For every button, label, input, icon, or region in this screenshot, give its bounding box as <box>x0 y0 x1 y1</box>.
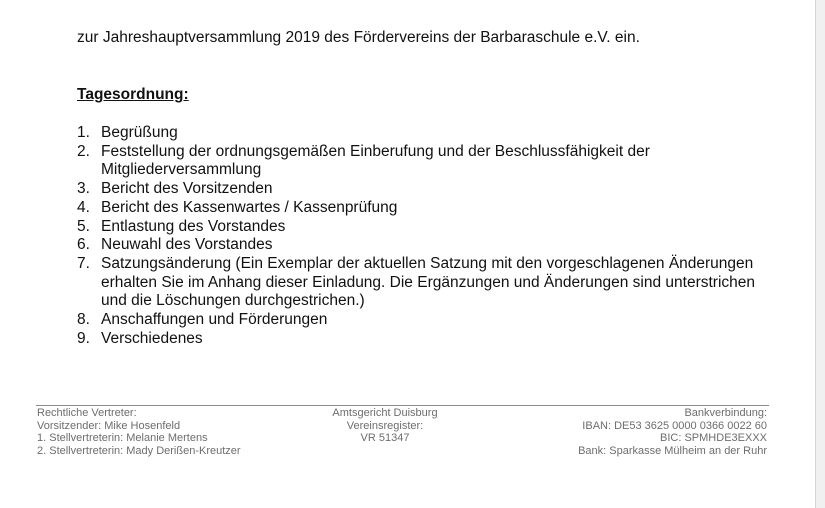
agenda-item-number: 5. <box>77 217 90 235</box>
agenda-item-text: Verschiedenes <box>101 329 203 347</box>
footer-line: Vereinsregister: <box>346 419 424 432</box>
agenda-item-number: 9. <box>77 329 90 347</box>
agenda-heading: Tagesordnung: <box>77 86 189 103</box>
agenda-list <box>77 124 777 348</box>
agenda-item-text: Bericht des Kassenwartes / Kassenprüfung <box>101 198 398 216</box>
agenda-item-4 <box>77 199 777 218</box>
footer-line: Rechtliche Vertreter: <box>37 407 137 419</box>
agenda-item-text: Anschaffungen und Förderungen <box>101 311 328 329</box>
footer-line: IBAN: DE53 3625 0000 0366 0022 60 <box>582 419 767 432</box>
footer-line: Bank: Sparkasse Mülheim an der Ruhr <box>578 444 767 457</box>
agenda-item-text: Neuwahl des Vorstandes <box>101 236 273 254</box>
footer-divider <box>36 405 769 406</box>
agenda-item-number: 6. <box>77 236 90 254</box>
agenda-item-text: Begrüßung <box>101 124 178 141</box>
agenda-item-number: 3. <box>77 180 90 198</box>
agenda-item-number: 2. <box>77 142 90 160</box>
agenda-item-8 <box>77 311 777 330</box>
agenda-item-number: 1. <box>77 124 90 141</box>
footer-court-registry <box>285 407 485 445</box>
footer-line: Amtsgericht Duisburg <box>332 407 438 419</box>
footer-line: VR 51347 <box>360 432 410 444</box>
footer-line: 1. Stellvertreterin: Melanie Mertens <box>37 432 208 444</box>
footer-line: Vorsitzender: Mike Hosenfeld <box>37 419 181 432</box>
agenda-item-text: Entlastung des Vorstandes <box>101 217 286 235</box>
agenda-item-number: 7. <box>77 254 90 272</box>
agenda-item-6 <box>77 236 777 255</box>
agenda-item-7 <box>77 255 777 311</box>
agenda-item-number: 4. <box>77 198 90 216</box>
agenda-item-number: 8. <box>77 311 90 329</box>
agenda-item-9 <box>77 330 777 349</box>
footer-legal-representatives <box>37 407 241 457</box>
footer-bank-details <box>578 407 767 457</box>
footer-line: Bankverbindung: <box>684 407 767 419</box>
footer-line: BIC: SPMHDE3EXXX <box>660 432 767 444</box>
agenda-item-5 <box>77 218 777 237</box>
agenda-item-1 <box>77 124 777 143</box>
agenda-item-text: Satzungsänderung (Ein Exemplar der aktuellen Satzung mit den vorgeschlagenen Änderungen erhalten Sie im Anhang dieser Einladung. Die Ergänzungen und Änderungen sind unterstrichen und die Löschungen durchgestrichen.) <box>101 254 756 310</box>
footer-line: 2. Stellvertreterin: Mady Derißen-Kreutzer <box>37 444 241 457</box>
vertical-scrollbar[interactable] <box>815 0 825 508</box>
agenda-item-text: Bericht des Vorsitzenden <box>101 180 273 198</box>
agenda-item-2 <box>77 143 777 180</box>
agenda-item-3 <box>77 180 777 199</box>
intro-text: zur Jahreshauptversammlung 2019 des Fördervereins der Barbaraschule e.V. ein. <box>77 29 640 46</box>
agenda-item-text: Feststellung der ordnungsgemäßen Einberufung und der Beschlussfähigkeit der Mitgliederversammlung <box>101 142 650 179</box>
